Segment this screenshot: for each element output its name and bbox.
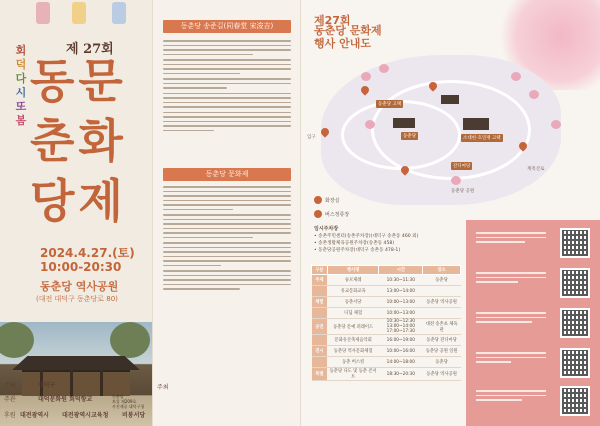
table-row [312, 297, 461, 308]
qr-text [476, 312, 546, 326]
cover-panel [0, 0, 152, 426]
pillar-shape [100, 370, 103, 396]
table-cell-time: 10:00~13:00 [379, 308, 423, 319]
building-icon [393, 118, 415, 128]
guide-title [314, 24, 382, 50]
slogan-char: 또 [15, 100, 27, 113]
guide-edition: 제27회 [314, 14, 351, 27]
table-cell-event: 동춘 버스킹 [327, 357, 379, 368]
tree-icon [529, 90, 539, 99]
qr-code-icon[interactable] [560, 348, 590, 378]
table-cell-event: 동춘당 다도 및 동춘 콘서트 [327, 368, 379, 381]
table-cell-event: 숭모제례 [327, 275, 379, 286]
tree-icon [451, 176, 461, 185]
guide-panel [300, 0, 600, 426]
guide-subtitle-line: 행사 안내도 [314, 37, 371, 50]
qr-code-icon[interactable] [560, 268, 590, 298]
sponsor-label: 후원 [4, 412, 16, 419]
table-cell-event: 동춘서당 [327, 297, 379, 308]
schedule-table [311, 265, 461, 381]
organizer-name: 대덕구 [38, 382, 56, 389]
table-cell-day: 전시 [312, 346, 328, 357]
table-cell-day: 주제 [312, 275, 328, 286]
table-row [312, 357, 461, 368]
parking-heading: 임시주차장 [314, 226, 339, 232]
qr-text [476, 352, 546, 366]
legend-toilet-label: 화장실 [325, 197, 340, 204]
map-label-park: 동춘당 공원 [451, 189, 475, 194]
section-title-about: 동춘당 송준길(同春堂 宋浚吉) [163, 20, 291, 33]
title-line-2: 춘화 [30, 114, 127, 168]
legend-toilet [314, 196, 340, 204]
table-row [312, 335, 461, 346]
pillar-shape [70, 370, 73, 396]
table-cell-place: 동춘당 공원 일원 [423, 346, 461, 357]
col-header: 구분 [312, 266, 328, 275]
table-cell-time: 14:00~18:00 [379, 357, 423, 368]
table-cell-time: 13:00~14:00 [379, 286, 423, 297]
event-date: 2024.4.27.(토) [40, 246, 135, 260]
table-row [312, 286, 461, 297]
slogan-char: 시 [15, 86, 27, 99]
table-cell-time: 18:30~20:30 [379, 368, 423, 381]
slogan-char: 회 [15, 44, 27, 57]
title-line-3: 당제 [30, 174, 127, 228]
tree-shape [0, 322, 34, 358]
about-text [163, 40, 291, 134]
qr-text [476, 272, 546, 286]
map-label-gate: 계족산로 [527, 167, 545, 172]
map-label-entrance: 입구 [307, 135, 316, 140]
table-cell-place: 동춘당 역사공원 [423, 368, 461, 381]
guide-title-line: 동춘당 문화제 [314, 24, 382, 37]
parking-line: • 송촌생활체육공원주차장(송촌동 458) [314, 241, 395, 246]
table-cell-event: 유교문화교육 [327, 286, 379, 297]
building-icon [463, 118, 489, 130]
organizer-label: 주최 [4, 382, 16, 389]
table-cell-event: 동춘당 역사문화체험 [327, 346, 379, 357]
supervisor-name: 대덕문화원 회덕향교 [38, 396, 93, 403]
sponsor-1: 대전광역시 [20, 412, 49, 419]
qr-code-icon[interactable] [560, 308, 590, 338]
table-row [312, 275, 461, 286]
sponsor-2: 대전광역시교육청 [62, 412, 109, 419]
table-cell-time: 10:30~12:30 13:00~14:00 17:00~17:30 [379, 319, 423, 335]
lantern-icon [36, 2, 50, 24]
table-row [312, 368, 461, 381]
table-cell-event: 동춘당 문예 퍼레이드 [327, 319, 379, 335]
photo-caption [112, 394, 144, 409]
qr-item [476, 386, 596, 420]
table-cell-day [312, 357, 328, 368]
qr-item [476, 308, 596, 342]
table-cell-day: 특별 [312, 368, 328, 381]
table-cell-place: 동춘당 역사공원 [423, 297, 461, 308]
supervisor-label: 주관 [4, 396, 16, 403]
table-cell-time: 10:00~16:00 [379, 346, 423, 357]
legend-bus-label: 버스정류장 [325, 211, 350, 218]
sponsor-3: 비봉서당 [122, 412, 146, 419]
table-cell-day [312, 286, 328, 297]
event-venue: 동춘당 역사공원 [40, 280, 119, 293]
table-cell-place [423, 308, 461, 319]
table-cell-time: 10:00~13:00 [379, 297, 423, 308]
table-cell-day: 공연 [312, 319, 328, 335]
qr-item [476, 348, 596, 382]
slogan-char: 덕 [15, 58, 27, 71]
table-cell-day [312, 335, 328, 346]
qr-text [476, 232, 546, 246]
building-icon [441, 95, 459, 104]
title-line-1: 동문 [30, 54, 127, 108]
table-cell-place: 동춘당 [423, 357, 461, 368]
map-label-main: 동춘당 [403, 134, 417, 139]
bus-icon [314, 210, 322, 218]
caption-line: 보물 제209호 [112, 399, 137, 404]
history-panel [152, 0, 300, 426]
parking-info [314, 226, 446, 254]
organizer-label: 주최 [157, 384, 169, 391]
roof-shape [12, 356, 140, 370]
section-title-festival: 동춘당 문화제 [163, 168, 291, 181]
tree-shape [110, 322, 150, 358]
slogan [14, 44, 28, 128]
col-header: 행사명 [327, 266, 379, 275]
tree-icon [365, 120, 375, 129]
tree-icon [511, 72, 521, 81]
legend-bus [314, 210, 349, 218]
event-time: 10:00-20:30 [40, 260, 122, 274]
qr-code-icon[interactable] [560, 228, 590, 258]
qr-text [476, 390, 546, 404]
col-header: 장소 [423, 266, 461, 275]
parking-line: • 동춘당공원주차장(대덕구 송촌동 478-1) [314, 248, 401, 253]
slogan-char: 다 [15, 72, 27, 85]
table-row [312, 346, 461, 357]
table-row [312, 308, 461, 319]
tree-icon [361, 72, 371, 81]
table-cell-event: 문화유산축제음악회 [327, 335, 379, 346]
table-cell-place: 동춘당 잔디마당 [423, 335, 461, 346]
lantern-icon [72, 2, 86, 24]
col-header: 시간 [379, 266, 423, 275]
qr-item [476, 228, 596, 262]
festival-text [163, 186, 291, 293]
qr-code-icon[interactable] [560, 386, 590, 416]
table-cell-day: 체험 [312, 297, 328, 308]
table-cell-place: 대전 송촌초 체육관 [423, 319, 461, 335]
qr-band [466, 220, 600, 426]
tree-icon [551, 120, 561, 129]
lantern-icon [112, 2, 126, 24]
table-cell-day [312, 308, 328, 319]
table-cell-time: 10:30~11:30 [379, 275, 423, 286]
table-cell-place: 동춘당 [423, 275, 461, 286]
caption-line: 사진제공 대덕구청 [112, 404, 145, 409]
table-row [312, 319, 461, 335]
map-label-gochang: 동춘당 고택 [378, 102, 402, 107]
table-cell-time: 16:00~19:00 [379, 335, 423, 346]
toilet-icon [314, 196, 322, 204]
edition-label: 제 27회 [66, 42, 114, 57]
caption-line: 동춘당 [112, 394, 124, 399]
table-cell-event: 디딤 체험 [327, 308, 379, 319]
map-label-sojae: 소대헌·호연재 고택 [463, 136, 501, 141]
map-label-lawn: 잔디마당 [453, 164, 471, 169]
tree-icon [379, 64, 389, 73]
table-cell-place [423, 286, 461, 297]
parking-line: • 송촌주민센터(송촌주차장)(대덕구 송촌동 460 외) [314, 234, 419, 239]
table-header-row [312, 266, 461, 275]
event-address: (대전 대덕구 동춘당로 80) [36, 295, 118, 303]
qr-item [476, 268, 596, 302]
slogan-char: 봄 [15, 114, 27, 127]
